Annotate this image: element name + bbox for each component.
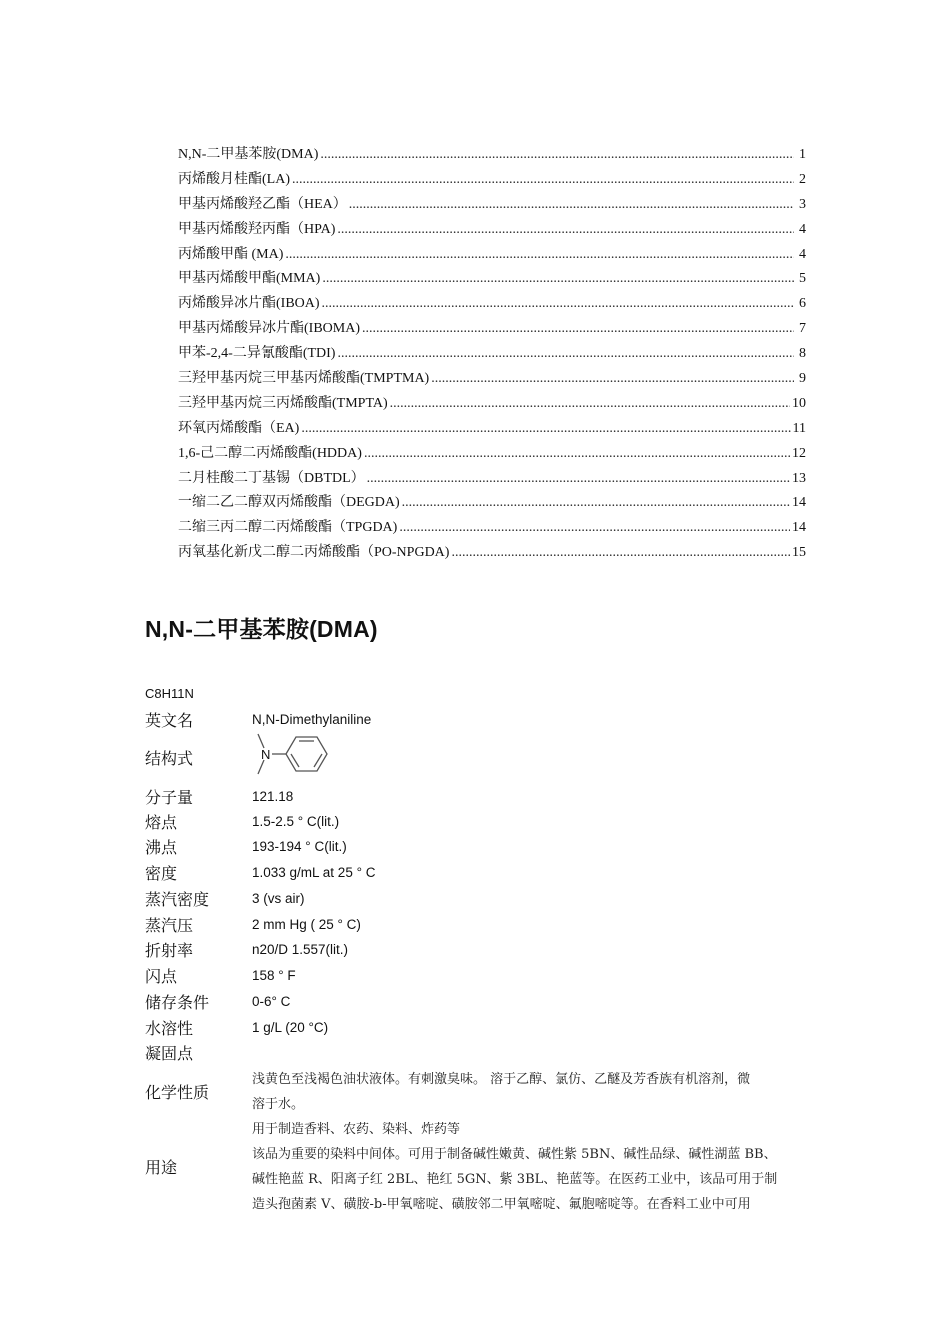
toc-entry-page: 12 [792,445,806,461]
use-line: 碱性艳蓝 R、阳离子红 2BL、艳红 5GN、紫 3BL、艳蓝等。在医药工业中，该品可用于制 [252,1172,778,1187]
toc-entry[interactable] [178,342,806,367]
toc-entry-title: 丙氧基化新戊二醇二丙烯酸酯（PO-NPGDA) [178,545,450,561]
toc-entry-page: 9 [799,371,806,387]
freezing-point-label: 凝固点 [145,1044,194,1063]
water-solubility-label: 水溶性 [145,1019,194,1038]
toc-entry-page: 11 [792,420,806,436]
toc-entry-page: 14 [792,495,806,511]
toc-leader-dots [402,491,790,516]
toc-entry[interactable] [178,442,806,467]
refractive-index-label: 折射率 [145,941,194,960]
nitrogen-atom-label: N [261,747,271,762]
toc-leader-dots [301,417,790,442]
toc-entry[interactable] [178,143,806,168]
chemical-properties-line: 溶于水。 [252,1097,305,1112]
toc-entry[interactable] [178,317,806,342]
toc-entry-title: 甲基丙烯酸甲酯(MMA) [178,271,321,287]
toc-leader-dots [431,367,794,392]
toc-leader-dots [399,516,790,541]
toc-entry[interactable] [178,243,806,268]
toc-entry-title: 一缩二乙二醇双丙烯酸酯（DEGDA) [178,495,400,511]
toc-entry-title: 丙烯酸月桂酯(LA) [178,171,290,187]
toc-entry[interactable] [178,267,806,292]
use-label: 用途 [145,1158,178,1177]
toc-entry-title: 甲基丙烯酸羟乙酯（HEA） [178,196,347,212]
bp-value: 193-194 ° C(lit.) [252,839,347,854]
density-value: 1.033 g/mL at 25 ° C [252,865,376,880]
vapor-pressure-value: 2 mm Hg ( 25 ° C) [252,917,361,932]
toc-entry-title: 环氧丙烯酸酯（EA) [178,420,300,436]
toc-leader-dots [292,168,794,193]
chemical-properties-text [252,1067,808,1117]
bp-label: 沸点 [145,838,178,857]
toc-entry-title: N,N-二甲基苯胺(DMA) [178,147,319,162]
molecular-formula: C8H11N [145,686,194,701]
toc-leader-dots [362,317,794,342]
structure-formula-image [250,730,346,778]
toc-entry[interactable] [178,367,806,392]
toc-entry-title: 1,6-己二醇二丙烯酸酯(HDDA) [178,445,362,461]
toc-entry-title: 三羟甲基丙烷三丙烯酸酯(TMPTA) [178,395,388,411]
toc-entry[interactable] [178,417,806,442]
toc-entry[interactable] [178,168,806,193]
toc-entry-page: 14 [792,520,806,536]
flash-point-value: 158 ° F [252,968,296,983]
toc-entry-page: 4 [799,246,806,262]
toc-entry-page: 7 [799,321,806,337]
storage-value: 0-6° C [252,994,291,1009]
toc-entry-title: 丙烯酸甲酯 (MA) [178,246,284,262]
toc-entry-page: 10 [792,395,806,411]
toc-entry-page: 15 [792,545,806,561]
toc-leader-dots [322,292,794,317]
toc-entry-title: 甲基丙烯酸异冰片酯(IBOMA) [178,321,360,337]
toc-leader-dots [322,267,794,292]
toc-leader-dots [390,392,790,417]
toc-entry-title: 二缩三丙二醇二丙烯酸酯（TPGDA) [178,520,398,536]
toc-leader-dots [337,342,794,367]
use-line: 用于制造香料、农药、染料、炸药等 [252,1122,461,1137]
toc-entry-page: 1 [799,147,806,162]
toc-entry[interactable] [178,218,806,243]
toc-entry[interactable] [178,467,806,492]
toc-entry-page: 5 [799,271,806,287]
toc-leader-dots [349,193,794,218]
toc-entry-title: 二月桂酸二丁基锡（DBTDL） [178,470,365,486]
toc-entry[interactable] [178,292,806,317]
structure-label: 结构式 [145,749,194,768]
toc-leader-dots [337,218,794,243]
toc-entry-page: 3 [799,196,806,212]
storage-label: 储存条件 [145,993,210,1012]
toc-entry-page: 2 [799,171,806,187]
table-of-contents [178,143,806,566]
chemical-properties-label: 化学性质 [145,1083,210,1102]
toc-entry-title: 三羟甲基丙烷三甲基丙烯酸酯(TMPTMA) [178,371,430,387]
toc-leader-dots [285,243,794,268]
flash-point-label: 闪点 [145,967,178,986]
section-heading: N,N-二甲基苯胺(DMA) [145,616,378,642]
water-solubility-value: 1 g/L (20 °C) [252,1020,329,1035]
toc-entry-title: 丙烯酸异冰片酯(IBOA) [178,296,320,312]
toc-entry-page: 13 [792,470,806,486]
density-label: 密度 [145,864,178,883]
chemical-properties-line: 浅黄色至浅褐色油状液体。有刺激臭味。 溶于乙醇、氯仿、乙醚及芳香族有机溶剂，微 [252,1072,751,1087]
toc-entry[interactable] [178,392,806,417]
use-line: 该品为重要的染料中间体。可用于制备碱性嫩黄、碱性紫 5BN、碱性品绿、碱性湖蓝 BB、 [252,1147,777,1162]
english-name-value: N,N-Dimethylaniline [252,712,372,727]
use-text [252,1117,808,1217]
toc-leader-dots [320,143,794,168]
toc-entry-title: 甲基丙烯酸羟丙酯（HPA) [178,221,336,237]
refractive-index-value: n20/D 1.557(lit.) [252,942,349,957]
vapor-density-value: 3 (vs air) [252,891,305,906]
toc-leader-dots [451,541,790,566]
toc-entry-title: 甲苯-2,4-二异氰酸酯(TDI) [178,346,336,362]
toc-entry[interactable] [178,193,806,218]
toc-leader-dots [367,467,790,492]
mp-label: 熔点 [145,813,178,832]
mw-value: 121.18 [252,789,294,804]
english-name-label: 英文名 [145,711,194,730]
mw-label: 分子量 [145,788,194,807]
vapor-pressure-label: 蒸汽压 [145,916,194,935]
toc-entry[interactable] [178,491,806,516]
toc-entry-page: 6 [799,296,806,312]
use-line: 造头孢菌素 V、磺胺-b-甲氧嘧啶、磺胺邻二甲氧嘧啶、氟胞嘧啶等。在香料工业中可用 [252,1197,751,1212]
toc-entry[interactable] [178,516,806,541]
toc-leader-dots [364,442,790,467]
toc-entry[interactable] [178,541,806,566]
vapor-density-label: 蒸汽密度 [145,890,210,909]
mp-value: 1.5-2.5 ° C(lit.) [252,814,340,829]
toc-entry-page: 8 [799,346,806,362]
toc-entry-page: 4 [799,221,806,237]
